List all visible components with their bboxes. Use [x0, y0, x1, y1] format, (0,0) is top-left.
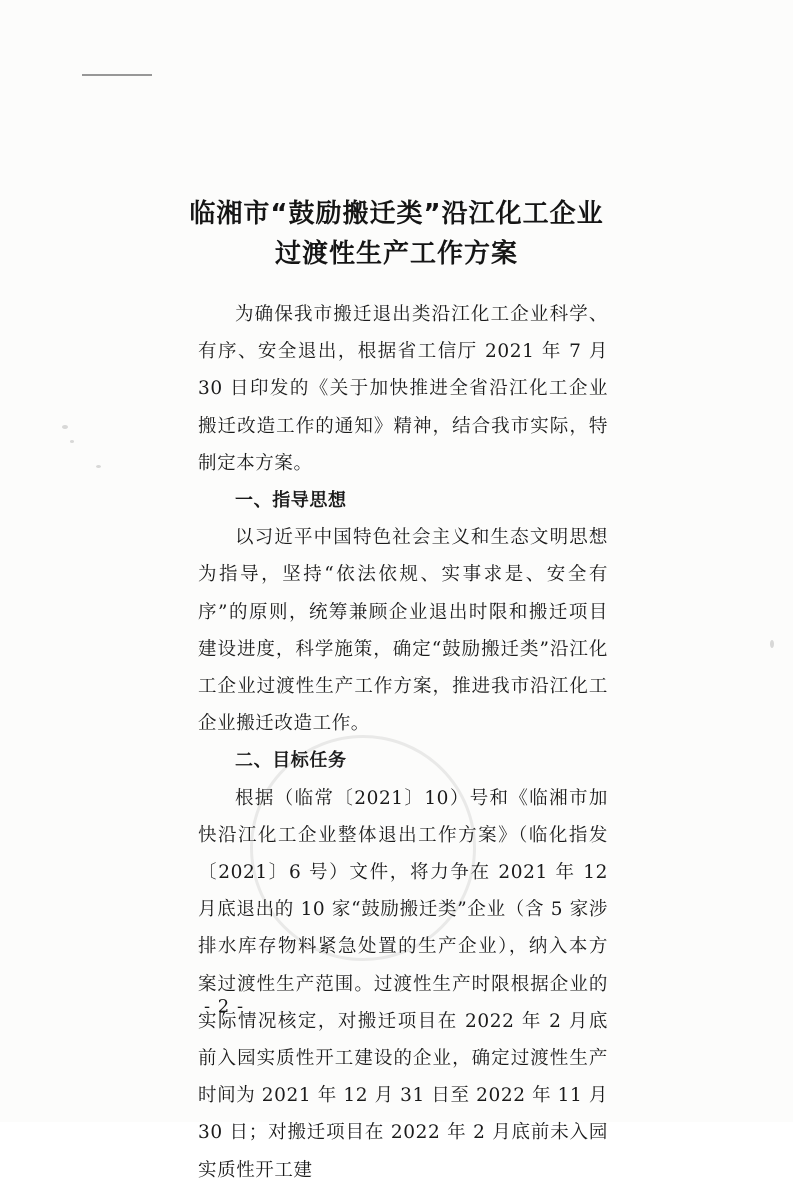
intro-paragraph: 为确保我市搬迁退出类沿江化工企业科学、有序、安全退出，根据省工信厅 2021 年 7 月 30 日印发的《关于加快推进全省沿江化工企业搬迁改造工作的通知》精神，结合我市实际，特制定本方案。: [198, 304, 608, 474]
section-2-heading: 二、目标任务: [235, 750, 347, 772]
scan-speck: [770, 640, 774, 648]
scan-speck: [62, 425, 68, 429]
section-2-paragraph: 根据（临常〔2021〕10）号和《临湘市加快沿江化工企业整体退出工作方案》（临化指发〔2021〕6 号）文件，将力争在 2021 年 12 月底退出的 10 家“鼓励搬迁类”企业（含 5 家涉排水库存物料紧急处置的生产企业），纳入本方案过渡性生产范围。过渡性生产时限根据企业的实际情况核定，对搬迁项目在 2022 年 2 月底前入园实质性开工建设的企业，确定过渡性生产时间为 2021 年 12 月 31 日至 2022 年 11 月 30 日；对搬迁项目在 2022 年 2 月底前未入园实质性开工建: [198, 787, 608, 1181]
scan-speck: [70, 440, 74, 443]
scan-artifact-line: [82, 74, 152, 76]
scan-speck: [96, 465, 101, 468]
page-number: - 2 -: [204, 996, 245, 1017]
section-1-heading: 一、指导思想: [235, 490, 347, 512]
document-title-line-1: 临湘市“鼓励搬迁类”沿江化工企业: [189, 199, 604, 229]
document-body: [198, 296, 608, 1189]
section-1-paragraph: 以习近平中国特色社会主义和生态文明思想为指导，坚持“依法依规、实事求是、安全有序”的原则，统筹兼顾企业退出时限和搬迁项目建设进度，科学施策，确定“鼓励搬迁类”沿江化工企业过渡性生产工作方案，推进我市沿江化工企业搬迁改造工作。: [198, 527, 608, 735]
document-title-line-2: 过渡性生产工作方案: [274, 239, 518, 269]
